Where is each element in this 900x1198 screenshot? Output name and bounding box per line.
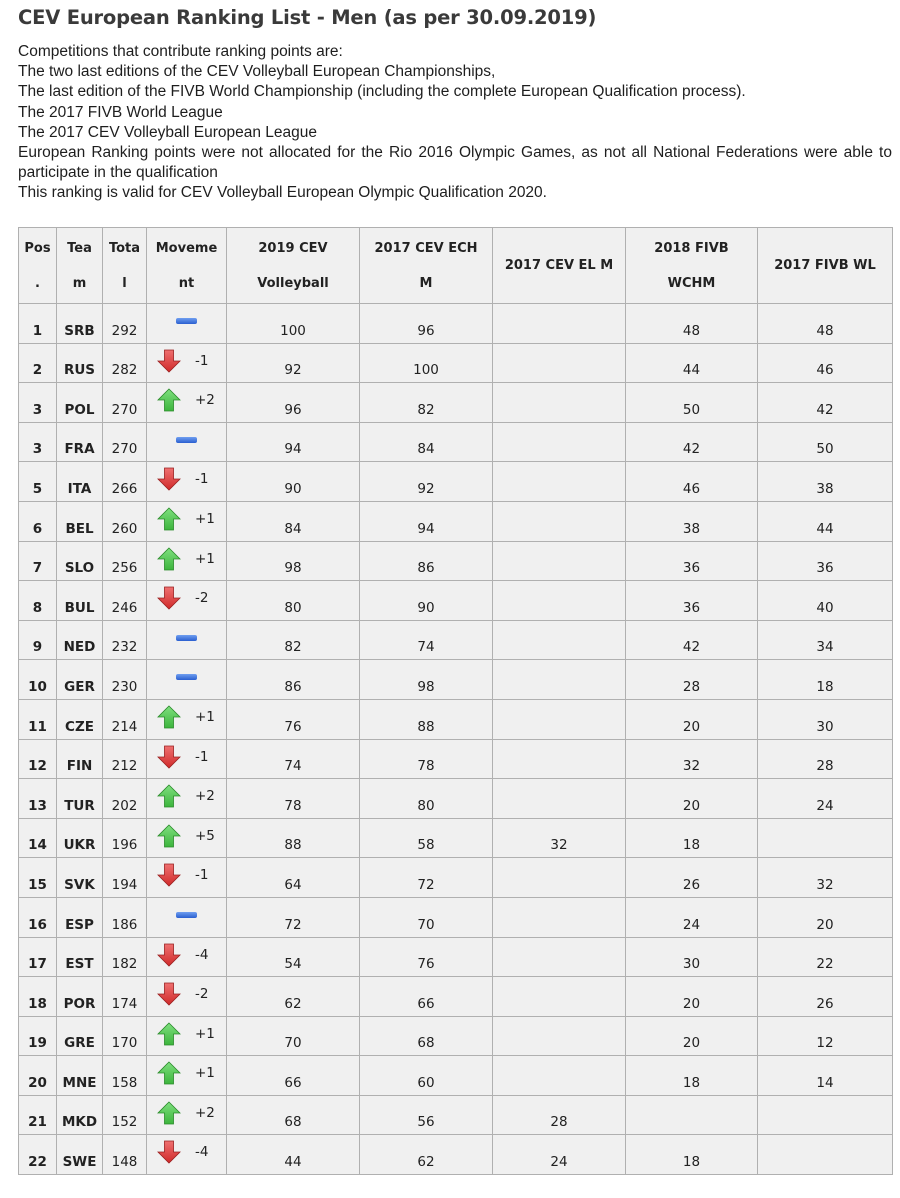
movement-cell	[147, 343, 227, 383]
pos-cell: 17	[19, 937, 57, 977]
header-label-line2: m	[72, 275, 87, 291]
ech-2017-cell: 62	[360, 1135, 493, 1175]
pos-cell: 7	[19, 541, 57, 581]
arrow-up-icon	[157, 824, 181, 848]
pos-cell: 6	[19, 501, 57, 541]
team-cell: ITA	[57, 462, 103, 502]
wchm-2018-cell: 20	[626, 779, 758, 819]
ech-2017-cell: 96	[360, 304, 493, 344]
ech-2017-cell: 86	[360, 541, 493, 581]
movement-value: +1	[195, 1025, 215, 1042]
header-label-line1: 2017 CEV ECH	[374, 240, 478, 256]
pos-cell: 12	[19, 739, 57, 779]
arrow-up-icon	[157, 547, 181, 571]
total-cell: 170	[103, 1016, 147, 1056]
movement-cell	[147, 620, 227, 660]
team-cell: TUR	[57, 779, 103, 819]
arrow-down-icon	[157, 745, 181, 769]
wl-2017-cell: 44	[758, 501, 893, 541]
wl-2017-cell: 42	[758, 383, 893, 423]
movement-value: +1	[195, 510, 215, 527]
team-cell: ESP	[57, 897, 103, 937]
cev-2019-cell: 62	[227, 977, 360, 1017]
table-row	[19, 1095, 893, 1135]
wl-2017-cell: 30	[758, 699, 893, 739]
ech-2017-cell: 100	[360, 343, 493, 383]
ech-2017-cell: 58	[360, 818, 493, 858]
wl-2017-cell: 26	[758, 977, 893, 1017]
wl-2017-cell: 34	[758, 620, 893, 660]
movement-cell	[147, 541, 227, 581]
pos-cell: 15	[19, 858, 57, 898]
cev-2019-cell: 92	[227, 343, 360, 383]
header-2017-cev-el-m	[493, 228, 626, 304]
movement-cell	[147, 937, 227, 977]
table-header-row	[19, 228, 893, 304]
total-cell: 266	[103, 462, 147, 502]
table-row	[19, 620, 893, 660]
no-change-icon	[176, 912, 197, 918]
no-change-icon	[176, 318, 197, 324]
intro-line: The last edition of the FIVB World Championship (including the complete European Qualification process).	[18, 83, 746, 101]
page-title: CEV European Ranking List - Men (as per 30.09.2019)	[18, 6, 597, 29]
el-2017-cell	[493, 779, 626, 819]
arrow-down-icon	[157, 943, 181, 967]
total-cell: 212	[103, 739, 147, 779]
el-2017-cell	[493, 620, 626, 660]
el-2017-cell	[493, 501, 626, 541]
total-cell: 292	[103, 304, 147, 344]
total-cell: 214	[103, 699, 147, 739]
wchm-2018-cell: 48	[626, 304, 758, 344]
wchm-2018-cell: 44	[626, 343, 758, 383]
wchm-2018-cell: 26	[626, 858, 758, 898]
movement-cell	[147, 304, 227, 344]
header-label-line1: 2017 CEV EL M	[504, 258, 614, 273]
total-cell: 182	[103, 937, 147, 977]
wl-2017-cell: 12	[758, 1016, 893, 1056]
arrow-down-icon	[157, 349, 181, 373]
cev-2019-cell: 76	[227, 699, 360, 739]
cev-2019-cell: 44	[227, 1135, 360, 1175]
cev-2019-cell: 78	[227, 779, 360, 819]
wchm-2018-cell: 20	[626, 699, 758, 739]
movement-cell	[147, 897, 227, 937]
total-cell: 186	[103, 897, 147, 937]
ech-2017-cell: 56	[360, 1095, 493, 1135]
team-cell: RUS	[57, 343, 103, 383]
el-2017-cell	[493, 699, 626, 739]
ech-2017-cell: 80	[360, 779, 493, 819]
el-2017-cell	[493, 1056, 626, 1096]
header-label-line1: 2019 CEV	[258, 240, 328, 256]
table-row	[19, 541, 893, 581]
team-cell: MNE	[57, 1056, 103, 1096]
pos-cell: 13	[19, 779, 57, 819]
movement-value: +1	[195, 1065, 215, 1082]
el-2017-cell	[493, 581, 626, 621]
wchm-2018-cell: 36	[626, 581, 758, 621]
total-cell: 232	[103, 620, 147, 660]
movement-value: -1	[195, 748, 209, 765]
wchm-2018-cell: 32	[626, 739, 758, 779]
el-2017-cell	[493, 422, 626, 462]
ech-2017-cell: 92	[360, 462, 493, 502]
header-label-line2: WCHM	[667, 275, 716, 291]
movement-value: +2	[195, 788, 215, 805]
table-row	[19, 937, 893, 977]
team-cell: NED	[57, 620, 103, 660]
wchm-2018-cell: 18	[626, 818, 758, 858]
wchm-2018-cell: 28	[626, 660, 758, 700]
cev-2019-cell: 88	[227, 818, 360, 858]
pos-cell: 22	[19, 1135, 57, 1175]
el-2017-cell	[493, 977, 626, 1017]
cev-2019-cell: 82	[227, 620, 360, 660]
el-2017-cell: 28	[493, 1095, 626, 1135]
movement-value: -4	[195, 1144, 209, 1161]
arrow-up-icon	[157, 1022, 181, 1046]
movement-value: -1	[195, 352, 209, 369]
cev-2019-cell: 66	[227, 1056, 360, 1096]
header-team	[57, 228, 103, 304]
movement-cell	[147, 422, 227, 462]
wchm-2018-cell: 18	[626, 1135, 758, 1175]
team-cell: SWE	[57, 1135, 103, 1175]
movement-cell	[147, 1056, 227, 1096]
movement-cell	[147, 462, 227, 502]
cev-2019-cell: 64	[227, 858, 360, 898]
movement-cell	[147, 779, 227, 819]
movement-value: -1	[195, 867, 209, 884]
wl-2017-cell: 20	[758, 897, 893, 937]
arrow-up-icon	[157, 388, 181, 412]
table-row	[19, 818, 893, 858]
table-row	[19, 699, 893, 739]
pos-cell: 3	[19, 383, 57, 423]
header-2017-fivb-wl	[758, 228, 893, 304]
el-2017-cell	[493, 343, 626, 383]
movement-value: +2	[195, 392, 215, 409]
table-row	[19, 977, 893, 1017]
wchm-2018-cell: 20	[626, 1016, 758, 1056]
no-change-icon	[176, 437, 197, 443]
movement-value: +2	[195, 1104, 215, 1121]
team-cell: FRA	[57, 422, 103, 462]
wl-2017-cell: 28	[758, 739, 893, 779]
header-label-line1: 2018 FIVB	[654, 240, 729, 256]
team-cell: POR	[57, 977, 103, 1017]
team-cell: MKD	[57, 1095, 103, 1135]
total-cell: 148	[103, 1135, 147, 1175]
table-row	[19, 343, 893, 383]
header-label-line1: Tota	[108, 240, 141, 256]
cev-2019-cell: 54	[227, 937, 360, 977]
team-cell: GRE	[57, 1016, 103, 1056]
wchm-2018-cell: 30	[626, 937, 758, 977]
wchm-2018-cell: 46	[626, 462, 758, 502]
wl-2017-cell: 32	[758, 858, 893, 898]
team-cell: EST	[57, 937, 103, 977]
wl-2017-cell: 18	[758, 660, 893, 700]
wl-2017-cell: 36	[758, 541, 893, 581]
team-cell: POL	[57, 383, 103, 423]
header-label-line1: Tea	[67, 240, 92, 256]
total-cell: 246	[103, 581, 147, 621]
cev-2019-cell: 90	[227, 462, 360, 502]
team-cell: UKR	[57, 818, 103, 858]
total-cell: 202	[103, 779, 147, 819]
table-row	[19, 660, 893, 700]
header-label-line2: l	[122, 275, 127, 291]
ech-2017-cell: 78	[360, 739, 493, 779]
movement-cell	[147, 858, 227, 898]
header-label-line2: .	[35, 275, 40, 291]
movement-value: +1	[195, 708, 215, 725]
table-row	[19, 1016, 893, 1056]
ech-2017-cell: 82	[360, 383, 493, 423]
table-row	[19, 1135, 893, 1175]
arrow-up-icon	[157, 784, 181, 808]
table-row	[19, 501, 893, 541]
pos-cell: 10	[19, 660, 57, 700]
movement-cell	[147, 977, 227, 1017]
cev-2019-cell: 100	[227, 304, 360, 344]
wchm-2018-cell: 20	[626, 977, 758, 1017]
wl-2017-cell	[758, 1095, 893, 1135]
wchm-2018-cell: 38	[626, 501, 758, 541]
cev-2019-cell: 98	[227, 541, 360, 581]
arrow-down-icon	[157, 1140, 181, 1164]
wl-2017-cell	[758, 818, 893, 858]
wl-2017-cell: 46	[758, 343, 893, 383]
wl-2017-cell	[758, 1135, 893, 1175]
wchm-2018-cell: 24	[626, 897, 758, 937]
movement-cell	[147, 581, 227, 621]
ech-2017-cell: 84	[360, 422, 493, 462]
intro-line: This ranking is valid for CEV Volleyball European Olympic Qualification 2020.	[18, 184, 547, 202]
wchm-2018-cell	[626, 1095, 758, 1135]
wchm-2018-cell: 42	[626, 620, 758, 660]
arrow-up-icon	[157, 705, 181, 729]
table-row	[19, 462, 893, 502]
header-label-line2: Volleyball	[257, 275, 329, 291]
ech-2017-cell: 94	[360, 501, 493, 541]
table-row	[19, 304, 893, 344]
wl-2017-cell: 48	[758, 304, 893, 344]
movement-cell	[147, 818, 227, 858]
el-2017-cell	[493, 462, 626, 502]
movement-cell	[147, 699, 227, 739]
intro-line: European Ranking points were not allocated for the Rio 2016 Olympic Games, as not all National Federations were able to participate in the qualification	[18, 144, 892, 182]
total-cell: 196	[103, 818, 147, 858]
ech-2017-cell: 72	[360, 858, 493, 898]
ech-2017-cell: 88	[360, 699, 493, 739]
movement-value: +1	[195, 550, 215, 567]
intro-line: Competitions that contribute ranking points are:	[18, 43, 343, 60]
cev-2019-cell: 72	[227, 897, 360, 937]
movement-value: +5	[195, 827, 215, 844]
movement-value: -2	[195, 986, 209, 1003]
table-row	[19, 897, 893, 937]
movement-cell	[147, 501, 227, 541]
ech-2017-cell: 76	[360, 937, 493, 977]
team-cell: BUL	[57, 581, 103, 621]
table-row	[19, 383, 893, 423]
total-cell: 270	[103, 422, 147, 462]
no-change-icon	[176, 674, 197, 680]
movement-value: -2	[195, 590, 209, 607]
pos-cell: 20	[19, 1056, 57, 1096]
wchm-2018-cell: 42	[626, 422, 758, 462]
pos-cell: 2	[19, 343, 57, 383]
ech-2017-cell: 68	[360, 1016, 493, 1056]
pos-cell: 18	[19, 977, 57, 1017]
header-2018-fivb-wchm	[626, 228, 758, 304]
table-row	[19, 581, 893, 621]
el-2017-cell	[493, 541, 626, 581]
intro-line: The two last editions of the CEV Volleyball European Championships,	[18, 63, 496, 81]
ech-2017-cell: 66	[360, 977, 493, 1017]
pos-cell: 8	[19, 581, 57, 621]
total-cell: 158	[103, 1056, 147, 1096]
el-2017-cell	[493, 739, 626, 779]
el-2017-cell: 24	[493, 1135, 626, 1175]
movement-value: -4	[195, 946, 209, 963]
ech-2017-cell: 98	[360, 660, 493, 700]
cev-2019-cell: 80	[227, 581, 360, 621]
wl-2017-cell: 38	[758, 462, 893, 502]
cev-2019-cell: 86	[227, 660, 360, 700]
header-label-line2: nt	[178, 275, 195, 291]
movement-cell	[147, 739, 227, 779]
arrow-down-icon	[157, 863, 181, 887]
total-cell: 152	[103, 1095, 147, 1135]
team-cell: FIN	[57, 739, 103, 779]
header-label-line1: 2017 FIVB WL	[774, 258, 876, 273]
table-row	[19, 1056, 893, 1096]
wchm-2018-cell: 50	[626, 383, 758, 423]
pos-cell: 3	[19, 422, 57, 462]
el-2017-cell	[493, 937, 626, 977]
total-cell: 174	[103, 977, 147, 1017]
arrow-up-icon	[157, 1101, 181, 1125]
table-row	[19, 779, 893, 819]
team-cell: SRB	[57, 304, 103, 344]
pos-cell: 14	[19, 818, 57, 858]
total-cell: 194	[103, 858, 147, 898]
header-total	[103, 228, 147, 304]
wl-2017-cell: 24	[758, 779, 893, 819]
pos-cell: 1	[19, 304, 57, 344]
arrow-down-icon	[157, 467, 181, 491]
ech-2017-cell: 74	[360, 620, 493, 660]
total-cell: 230	[103, 660, 147, 700]
cev-2019-cell: 68	[227, 1095, 360, 1135]
intro-line: The 2017 CEV Volleyball European League	[18, 123, 318, 141]
pos-cell: 11	[19, 699, 57, 739]
arrow-down-icon	[157, 586, 181, 610]
pos-cell: 19	[19, 1016, 57, 1056]
total-cell: 256	[103, 541, 147, 581]
ech-2017-cell: 90	[360, 581, 493, 621]
wl-2017-cell: 22	[758, 937, 893, 977]
header-label-line2: M	[419, 275, 433, 291]
header-label-line1: Moveme	[155, 240, 218, 256]
arrow-down-icon	[157, 982, 181, 1006]
pos-cell: 5	[19, 462, 57, 502]
total-cell: 270	[103, 383, 147, 423]
team-cell: GER	[57, 660, 103, 700]
total-cell: 260	[103, 501, 147, 541]
table-row	[19, 422, 893, 462]
no-change-icon	[176, 635, 197, 641]
ranking-table	[18, 227, 893, 1175]
wl-2017-cell: 50	[758, 422, 893, 462]
wchm-2018-cell: 36	[626, 541, 758, 581]
el-2017-cell	[493, 1016, 626, 1056]
el-2017-cell	[493, 660, 626, 700]
cev-2019-cell: 96	[227, 383, 360, 423]
table-row	[19, 739, 893, 779]
arrow-up-icon	[157, 507, 181, 531]
wchm-2018-cell: 18	[626, 1056, 758, 1096]
total-cell: 282	[103, 343, 147, 383]
cev-2019-cell: 94	[227, 422, 360, 462]
ech-2017-cell: 70	[360, 897, 493, 937]
cev-2019-cell: 84	[227, 501, 360, 541]
intro-line: The 2017 FIVB World League	[18, 103, 223, 121]
movement-cell	[147, 660, 227, 700]
team-cell: CZE	[57, 699, 103, 739]
header-movement	[147, 228, 227, 304]
ech-2017-cell: 60	[360, 1056, 493, 1096]
movement-cell	[147, 1016, 227, 1056]
wl-2017-cell: 40	[758, 581, 893, 621]
movement-cell	[147, 383, 227, 423]
table-row	[19, 858, 893, 898]
arrow-up-icon	[157, 1061, 181, 1085]
cev-2019-cell: 70	[227, 1016, 360, 1056]
team-cell: SLO	[57, 541, 103, 581]
el-2017-cell	[493, 383, 626, 423]
header-label-line1: Pos	[24, 240, 51, 256]
wl-2017-cell: 14	[758, 1056, 893, 1096]
el-2017-cell	[493, 304, 626, 344]
el-2017-cell: 32	[493, 818, 626, 858]
header-2017-cev-echm	[360, 228, 493, 304]
header-2019-cev-volleyball	[227, 228, 360, 304]
header-pos	[19, 228, 57, 304]
pos-cell: 16	[19, 897, 57, 937]
movement-cell	[147, 1135, 227, 1175]
pos-cell: 9	[19, 620, 57, 660]
cev-2019-cell: 74	[227, 739, 360, 779]
team-cell: SVK	[57, 858, 103, 898]
team-cell: BEL	[57, 501, 103, 541]
el-2017-cell	[493, 858, 626, 898]
pos-cell: 21	[19, 1095, 57, 1135]
movement-cell	[147, 1095, 227, 1135]
table-body	[19, 304, 893, 1175]
intro-text	[18, 42, 892, 204]
movement-value: -1	[195, 471, 209, 488]
el-2017-cell	[493, 897, 626, 937]
